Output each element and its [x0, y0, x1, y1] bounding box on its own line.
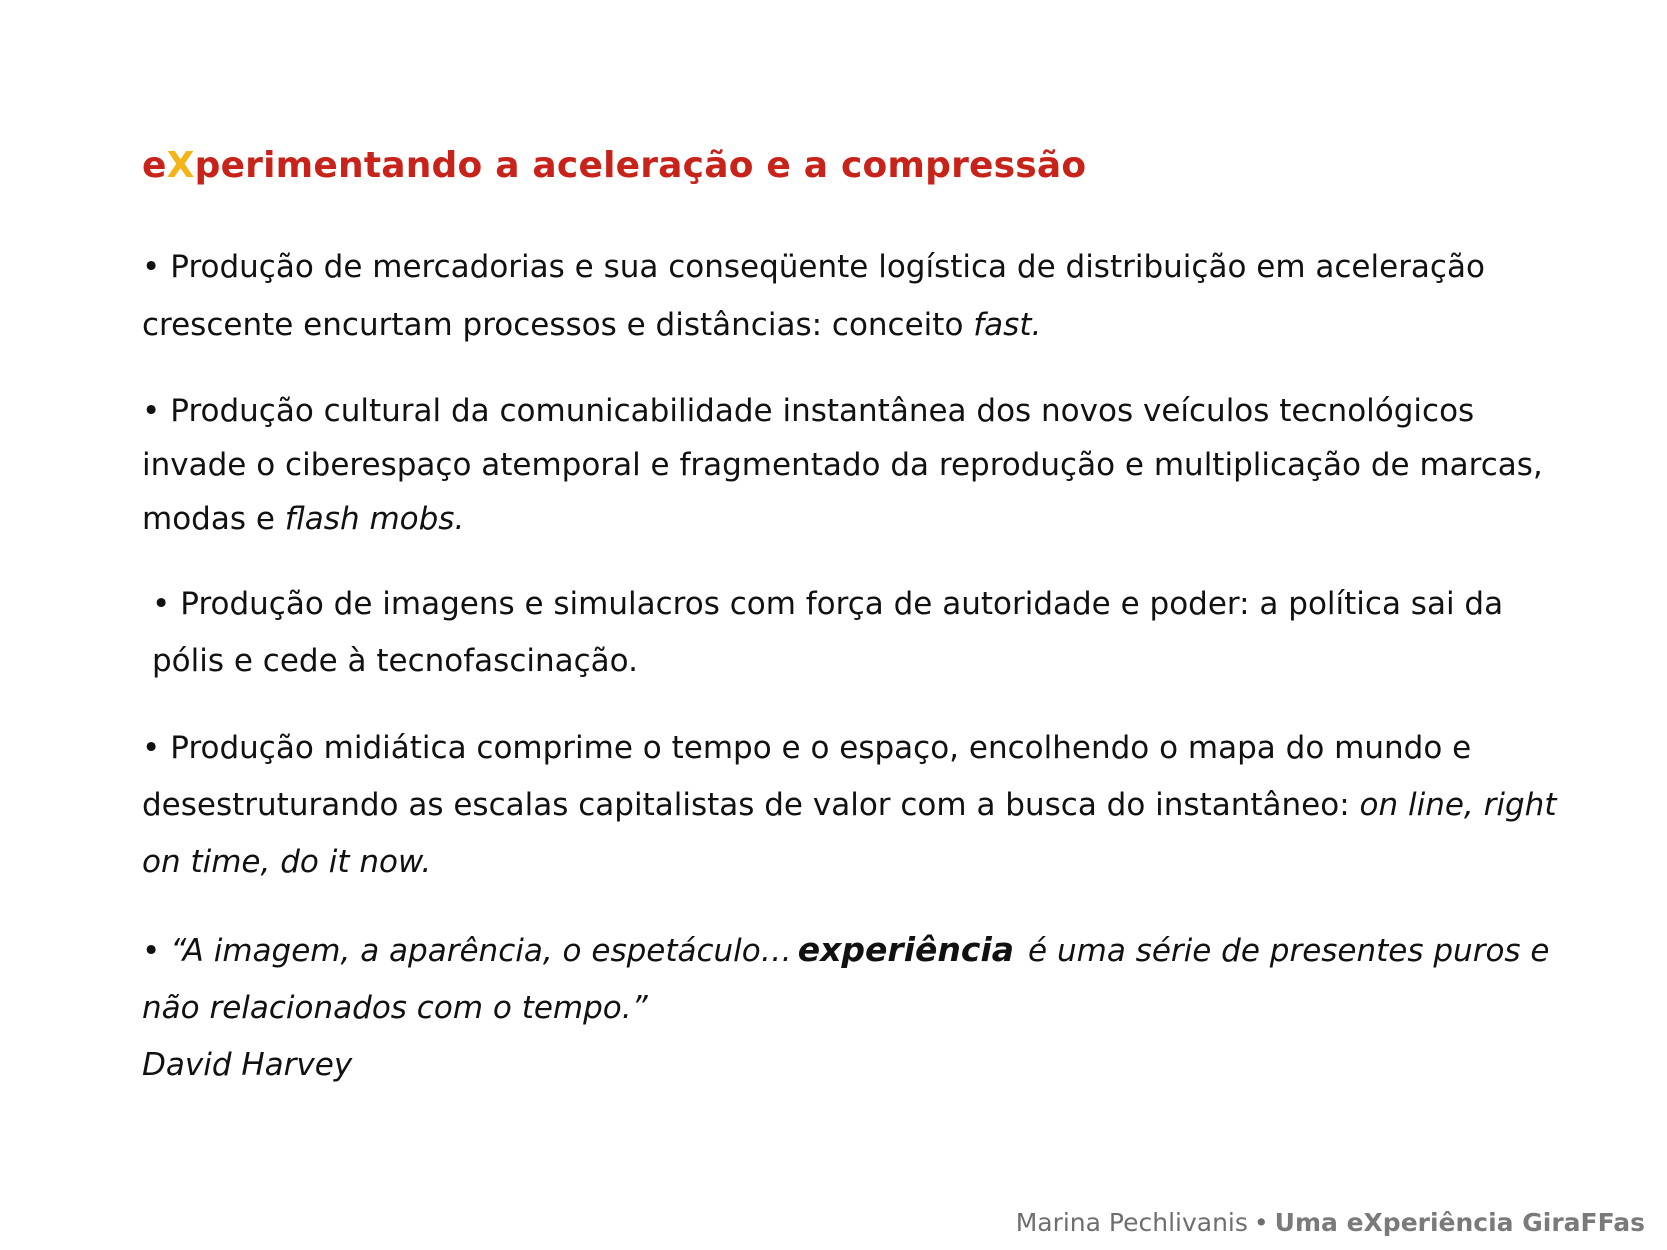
- quote-text-after: é uma série de presentes puros e não relacionados com o tempo.”: [142, 933, 1550, 1026]
- bullet-italic-text: fast.: [973, 307, 1042, 343]
- footer-brand: Uma eXperiência GiraFFas: [1274, 1208, 1645, 1237]
- quote-emphasis: experiência: [797, 930, 1015, 969]
- bullet-text: Produção midiática comprime o tempo e o espaço, encolhendo o mapa do mundo e desestruturando as escalas capitalistas de valor com a busca do instantâneo:: [142, 730, 1472, 823]
- title-x-letter: X: [166, 145, 195, 186]
- slide-content: [142, 238, 1562, 1124]
- bullet-italic-text: on line, right on time, do it now.: [142, 787, 1557, 880]
- title-prefix: e: [142, 145, 167, 186]
- footer-separator: •: [1253, 1208, 1269, 1237]
- quote-text-before: “A imagem, a aparência, o espetáculo…: [170, 933, 792, 969]
- title-rest: perimentando a aceleração e a compressão: [194, 145, 1087, 186]
- slide-footer: [1016, 1208, 1645, 1237]
- footer-author-name: Marina Pechlivanis: [1015, 1208, 1248, 1237]
- bullet-marker: •: [142, 249, 161, 285]
- bullet-text: Produção de mercadorias e sua conseqüente logística de distribuição em aceleração crescente encurtam processos e distâncias: conceito: [142, 249, 1485, 343]
- bullet-marker: •: [142, 393, 161, 429]
- bullet-item-3: [142, 576, 1562, 690]
- bullet-italic-text: flash mobs.: [284, 501, 465, 537]
- bullet-marker: •: [142, 933, 161, 969]
- page-title: [142, 145, 1086, 186]
- bullet-marker: •: [142, 730, 161, 766]
- bullet-marker: •: [152, 586, 171, 622]
- quote-item: [142, 921, 1562, 1094]
- bullet-item-2: [142, 384, 1562, 546]
- bullet-text: Produção de imagens e simulacros com força de autoridade e poder: a política sai da pólis e cede à tecnofascinação.: [152, 586, 1504, 679]
- quote-author: David Harvey: [142, 1047, 353, 1083]
- bullet-item-4: [142, 720, 1562, 891]
- bullet-item-1: [142, 238, 1562, 354]
- bullet-text: Produção cultural da comunicabilidade instantânea dos novos veículos tecnológicos invade o ciberespaço atemporal e fragmentado da reprodução e multiplicação de marcas, modas e: [142, 393, 1543, 537]
